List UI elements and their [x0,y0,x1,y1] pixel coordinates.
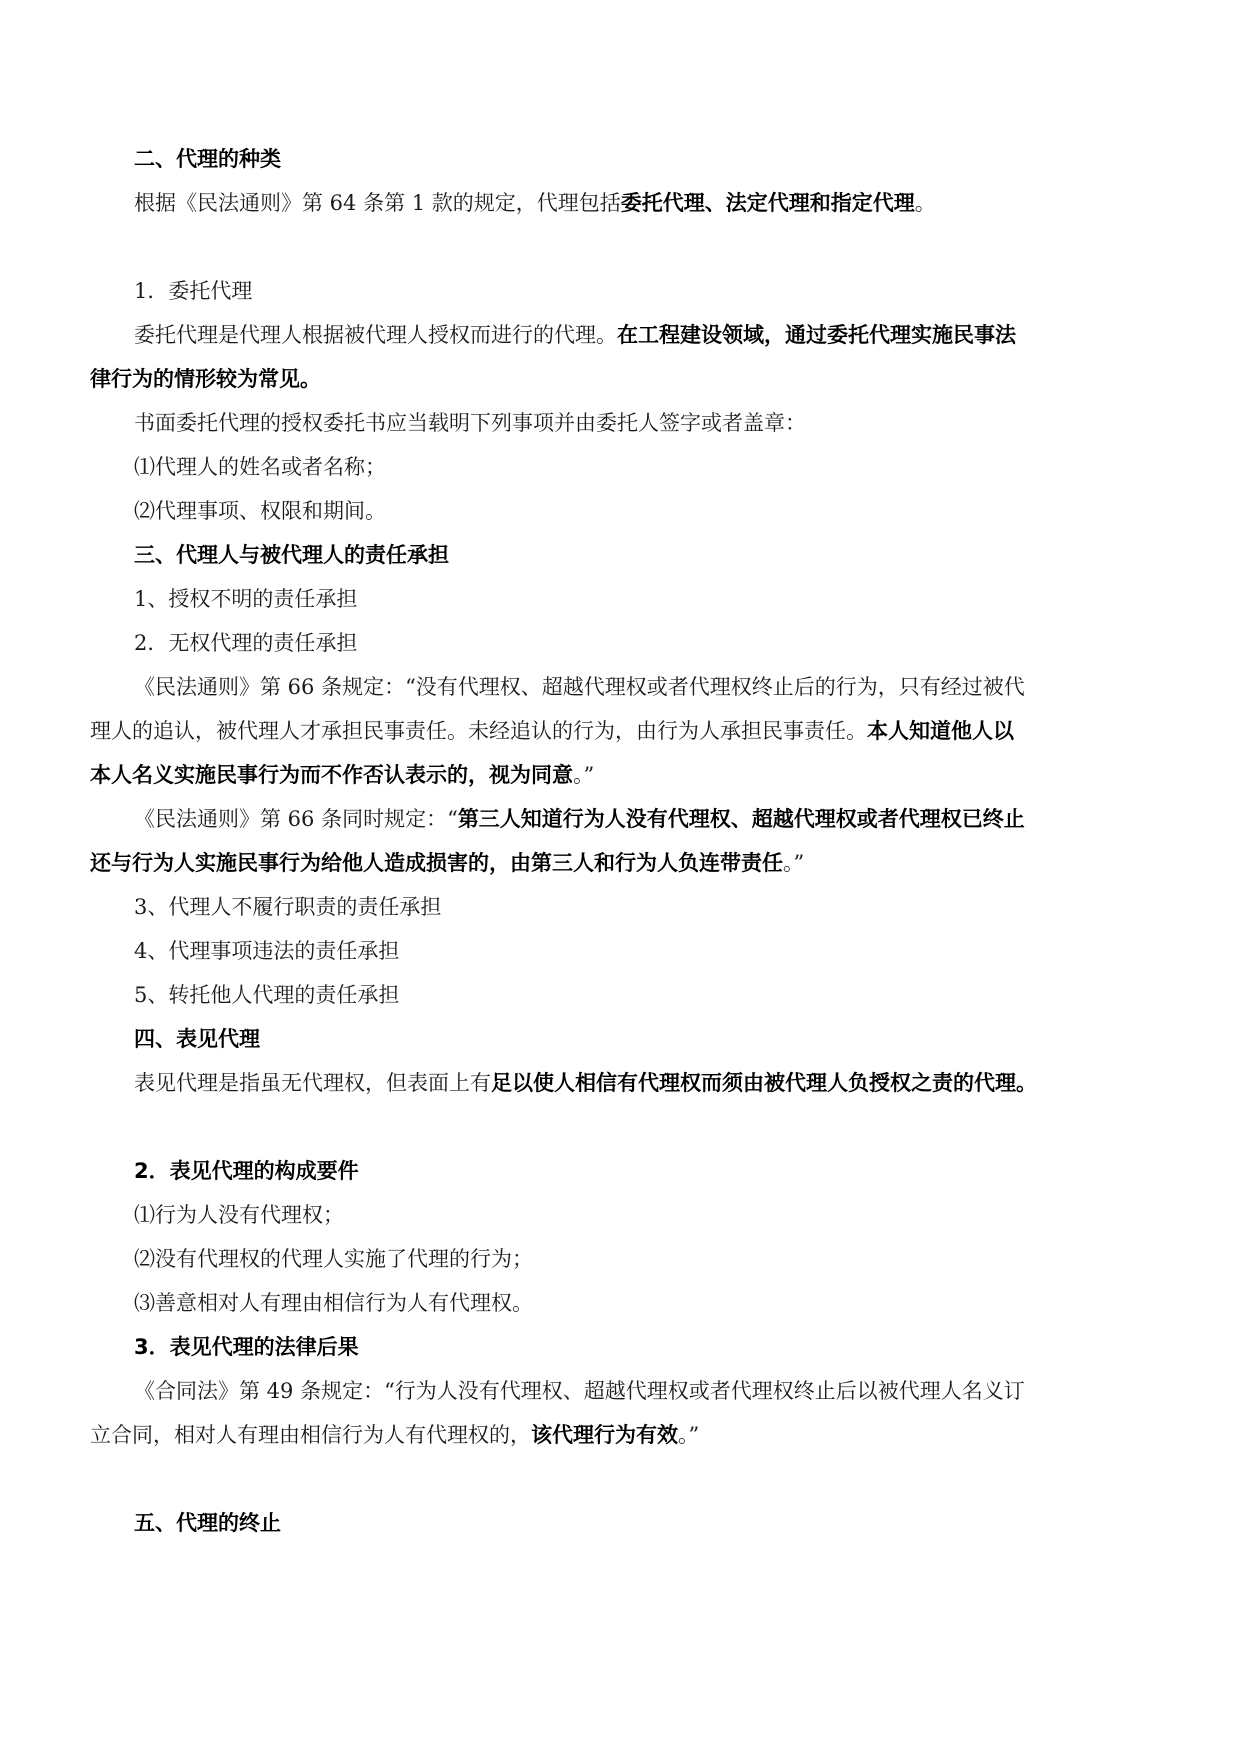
text-run: 根据《民法通则》第 64 条第 1 款的规定，代理包括 [134,191,621,215]
subheading-apparent-agency-consequences: 3．表见代理的法律后果 [134,1335,359,1359]
subheading-entrusted-agency: 1．委托代理 [134,279,253,303]
bold-text-run: 还与行为人实施民事行为给他人造成损害的，由第三人和行为人负连带责任 [90,851,783,875]
list-item: 2．无权代理的责任承担 [134,631,358,655]
paragraph-authorization-letter: 书面委托代理的授权委托书应当载明下列事项并由委托人签字或者盖章： [134,411,806,435]
list-item: 5、转托他人代理的责任承担 [134,983,400,1007]
bold-text-run: 在工程建设领域，通过委托代理实施民事法 [617,323,1016,347]
bold-text-run: 本人名义实施民事行为而不作否认表示的，视为同意 [90,763,573,787]
text-run: 。 [914,191,936,215]
paragraph-entrusted-agency-line2: 律行为的情形较为常见。 [90,367,321,391]
text-run: 。” [573,763,595,787]
list-item: 3、代理人不履行职责的责任承担 [134,895,442,919]
section-heading-liability: 三、代理人与被代理人的责任承担 [134,543,449,567]
paragraph-article49-line1: 《合同法》第 49 条规定：“行为人没有代理权、超越代理权或者代理权终止后以被代理人名义订 [134,1379,1025,1403]
bold-text-run: 足以使人相信有代理权而须由被代理人负授权之责的代理。 [491,1071,1037,1095]
paragraph-article66-also-line2 [90,848,1110,878]
list-item: ⑴代理人的姓名或者名称； [134,455,386,479]
paragraph-article66-also-line1 [134,804,1110,834]
text-run: 《民法通则》第 66 条同时规定：“ [134,807,458,831]
list-item: ⑵代理事项、权限和期间。 [134,499,386,523]
list-item: ⑶善意相对人有理由相信行为人有代理权。 [134,1291,533,1315]
bold-text-run: 该代理行为有效 [531,1423,678,1447]
subheading-apparent-agency-elements: 2．表见代理的构成要件 [134,1159,359,1183]
list-item: ⑴行为人没有代理权； [134,1203,344,1227]
text-run: 理人的追认，被代理人才承担民事责任。未经追认的行为，由行为人承担民事责任。 [90,719,867,743]
paragraph-entrusted-agency-line1 [134,320,1110,350]
paragraph-apparent-agency [134,1068,1110,1098]
paragraph-article66-line3 [90,760,1110,790]
list-item: 1、授权不明的责任承担 [134,587,358,611]
section-heading-agency-types: 二、代理的种类 [134,147,281,171]
bold-text-run: 本人知道他人以 [867,719,1014,743]
section-heading-termination: 五、代理的终止 [134,1511,281,1535]
paragraph-article49-line2 [90,1420,1110,1450]
paragraph-article66-line2 [90,716,1110,746]
paragraph-article66-line1: 《民法通则》第 66 条规定：“没有代理权、超越代理权或者代理权终止后的行为，只有经过被代 [134,675,1025,699]
text-run: 。” [678,1423,700,1447]
list-item: 4、代理事项违法的责任承担 [134,939,400,963]
paragraph-agency-types [134,188,1110,218]
text-run: 。” [783,851,805,875]
section-heading-apparent-agency: 四、表见代理 [134,1027,260,1051]
text-run: 表见代理是指虽无代理权，但表面上有 [134,1071,491,1095]
bold-text-run: 第三人知道行为人没有代理权、超越代理权或者代理权已终止 [457,807,1025,831]
text-run: 立合同，相对人有理由相信行为人有代理权的， [90,1423,531,1447]
bold-text-run: 委托代理、法定代理和指定代理 [620,191,915,215]
list-item: ⑵没有代理权的代理人实施了代理的行为； [134,1247,533,1271]
text-run: 委托代理是代理人根据被代理人授权而进行的代理。 [134,323,617,347]
